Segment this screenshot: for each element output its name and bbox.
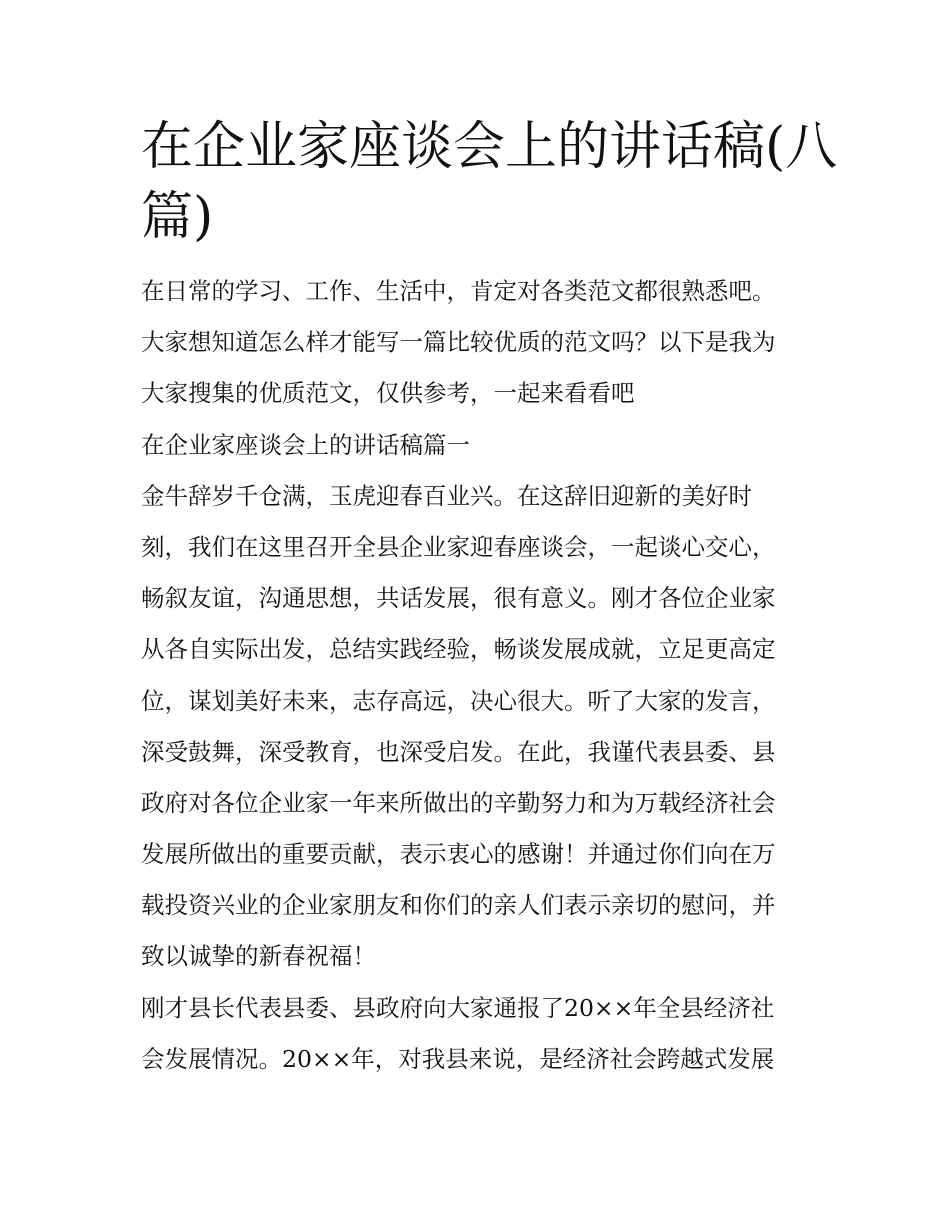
paragraph-line: 刻，我们在这里召开全县企业家迎春座谈会，一起谈心交心， xyxy=(141,532,776,561)
document-title xyxy=(141,112,838,252)
paragraph-line: 金牛辞岁千仓满，玉虎迎春百业兴。在这辞旧迎新的美好时 xyxy=(141,481,752,510)
paragraph-line: 从各自实际出发，总结实践经验，畅谈发展成就，立足更高定 xyxy=(141,635,776,664)
intro-line: 大家搜集的优质范文，仅供参考，一起来看看吧 xyxy=(141,379,635,408)
section-heading: 在企业家座谈会上的讲话稿篇一 xyxy=(141,430,470,459)
paragraph-line: 会发展情况。20××年，对我县来说，是经济社会跨越式发展 xyxy=(141,1044,775,1073)
intro-line: 在日常的学习、工作、生活中，肯定对各类范文都很熟悉吧。 xyxy=(141,277,776,305)
paragraph-line: 深受鼓舞，深受教育，也深受启发。在此，我谨代表县委、县 xyxy=(141,737,776,766)
document-content xyxy=(141,112,838,1085)
intro-line: 大家想知道怎么样才能写一篇比较优质的范文吗？以下是我为 xyxy=(141,328,776,357)
document-body xyxy=(141,266,816,1085)
paragraph-line: 位，谋划美好未来，志存高远，决心很大。听了大家的发言， xyxy=(141,686,776,715)
paragraph-line: 畅叙友谊，沟通思想，共话发展，很有意义。刚才各位企业家 xyxy=(141,584,776,613)
paragraph-line: 刚才县长代表县委、县政府向大家通报了20××年全县经济社 xyxy=(141,993,775,1022)
title-line: 在企业家座谈会上的讲话稿(八 xyxy=(141,117,838,177)
paragraph-line: 载投资兴业的企业家朋友和你们的亲人们表示亲切的慰问，并 xyxy=(141,891,776,920)
paragraph-line: 发展所做出的重要贡献，表示衷心的感谢！并通过你们向在万 xyxy=(141,840,776,869)
paragraph-line: 政府对各位企业家一年来所做出的辛勤努力和为万载经济社会 xyxy=(141,788,776,817)
title-line: 篇) xyxy=(141,187,214,247)
paragraph-line: 致以诚挚的新春祝福！ xyxy=(141,942,376,971)
